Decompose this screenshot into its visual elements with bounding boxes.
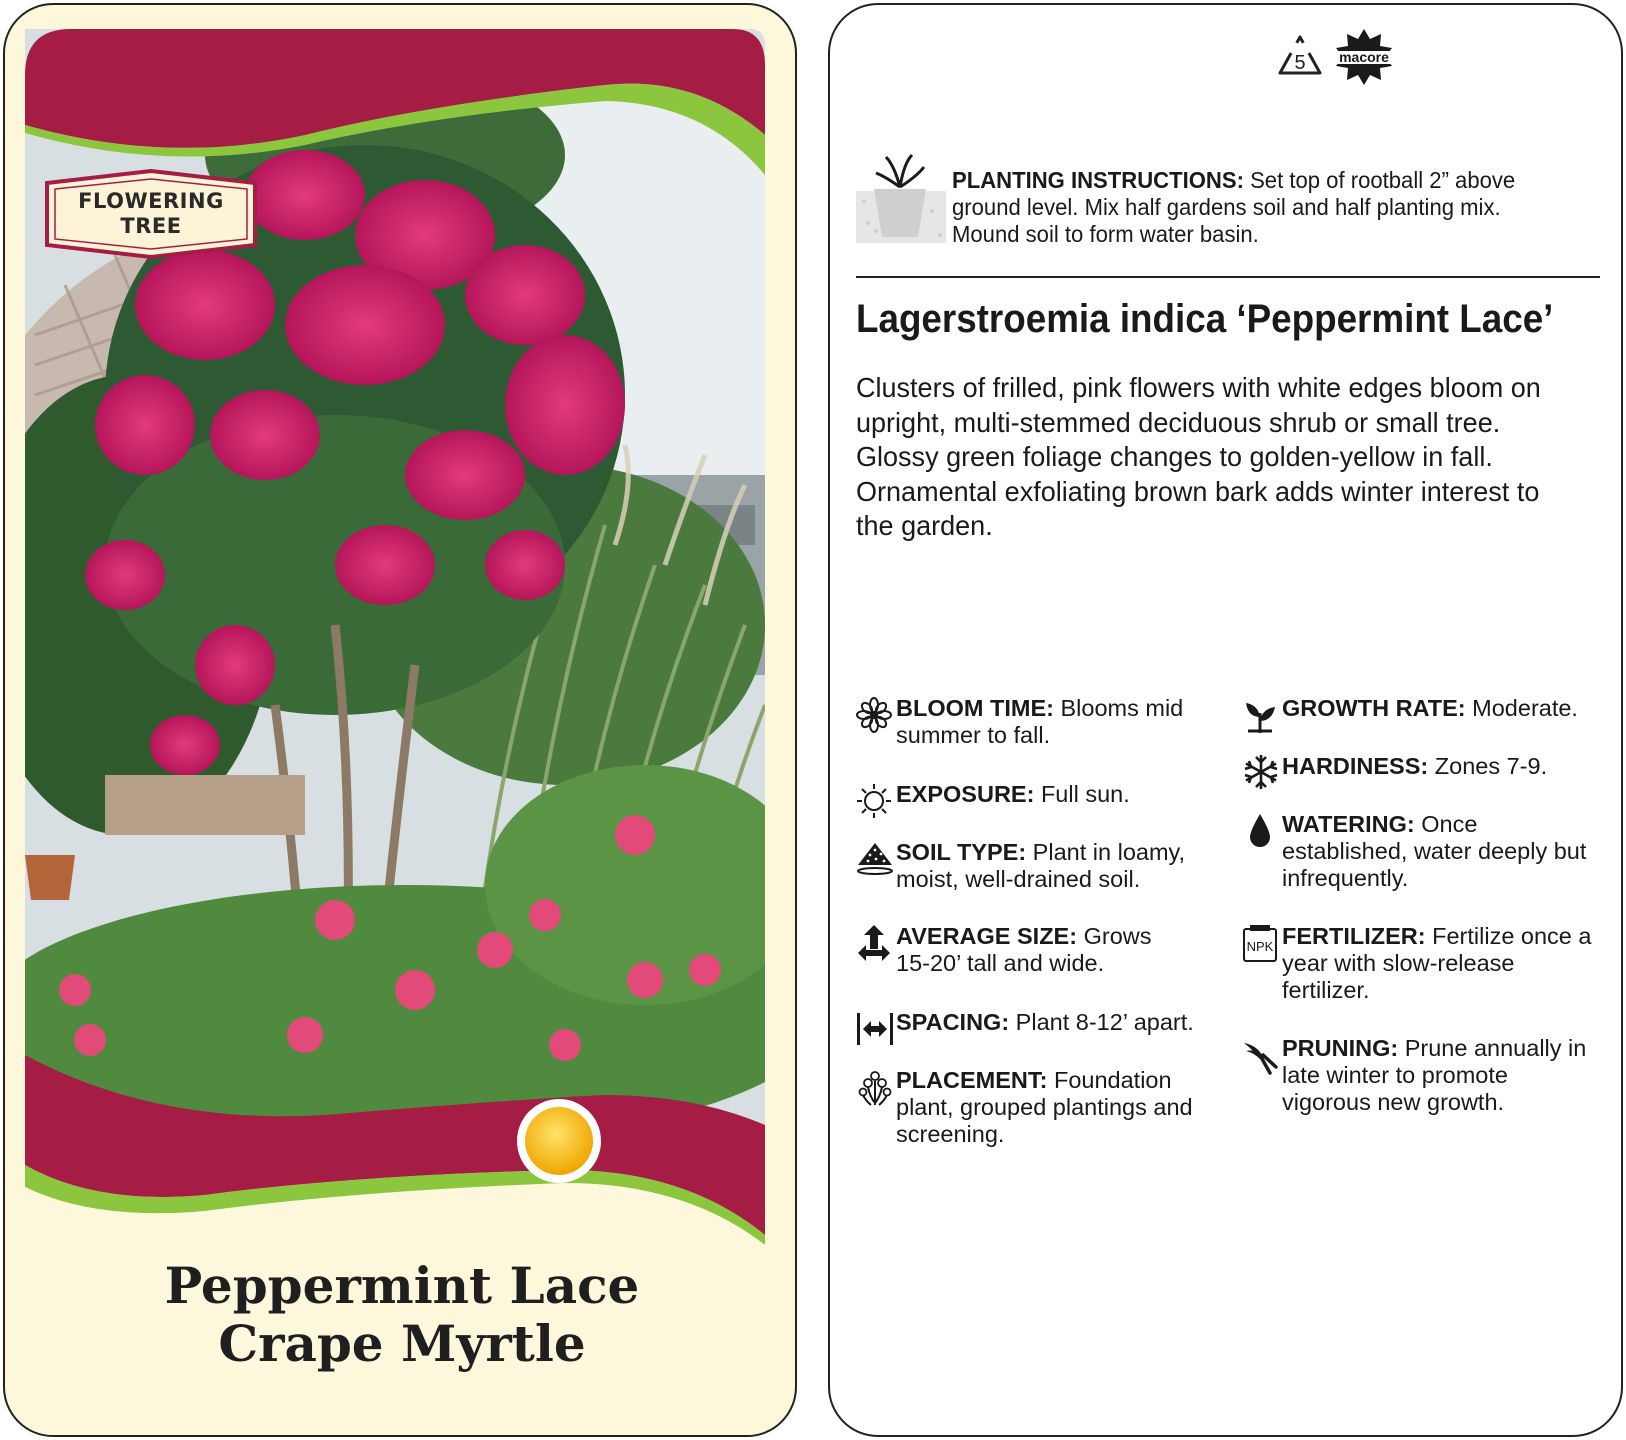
attr-placement	[856, 1067, 1196, 1148]
soil-type-value: Plant in loamy, moist, well-drained soil.	[896, 839, 1186, 892]
fertilizer-label: FERTILIZER:	[1282, 923, 1426, 949]
badge-line-2: TREE	[120, 214, 182, 238]
spacing-icon	[856, 1009, 894, 1049]
common-name	[5, 1257, 797, 1373]
npk-label: NPK	[1246, 939, 1274, 954]
watering-value: Once established, water deeply but infrequently.	[1282, 811, 1587, 891]
divider	[856, 276, 1600, 278]
common-name-line-2: Crape Myrtle	[218, 1314, 586, 1373]
pruning-label: PRUNING:	[1282, 1035, 1399, 1061]
exposure-value: Full sun.	[1034, 781, 1130, 807]
full-sun-icon	[515, 1097, 603, 1185]
attr-soil-type	[856, 839, 1196, 893]
planting-text: Set top of rootball 2” above ground level. Mix half gardens soil and half planting mix. Mound soil to form water basin.	[952, 167, 1516, 247]
badge-line-1: FLOWERING	[78, 189, 224, 213]
attr-spacing	[856, 1009, 1216, 1049]
common-name-line-1: Peppermint Lace	[164, 1256, 640, 1315]
attr-watering	[1242, 811, 1592, 892]
plant-description: Clusters of frilled, pink flowers with white edges bloom on upright, multi-stemmed deciduous shrub or small tree. Glossy green foliage changes to golden-yellow in fall. Ornamental exfoliating brown bark adds winter interest to the garden.	[856, 372, 1541, 541]
fertilizer-value: Fertilize once a year with slow-release fertilizer.	[1282, 923, 1592, 1003]
placement-value: Foundation plant, grouped plantings and screening.	[896, 1067, 1193, 1147]
average-size-label: AVERAGE SIZE:	[896, 923, 1078, 949]
placement-label: PLACEMENT:	[896, 1067, 1048, 1093]
attr-growth-rate	[1242, 695, 1612, 735]
attr-bloom-time	[856, 695, 1196, 749]
bloom-time-label: BLOOM TIME:	[896, 695, 1054, 721]
water-drop-icon	[1242, 811, 1278, 851]
hardiness-value: Zones 7-9.	[1428, 753, 1548, 779]
planting-instructions	[952, 167, 1566, 248]
pruning-value: Prune annually in late winter to promote vigorous new growth.	[1282, 1035, 1587, 1115]
recycle-number: 5	[1294, 52, 1306, 74]
size-icon	[856, 923, 892, 963]
snowflake-icon	[1242, 753, 1280, 791]
back-card	[828, 3, 1623, 1437]
growth-rate-value: Moderate.	[1465, 695, 1578, 721]
sun-icon	[856, 783, 892, 819]
soil-icon	[856, 839, 894, 879]
growth-rate-label: GROWTH RATE:	[1282, 695, 1466, 721]
spacing-value: Plant 8-12’ apart.	[1009, 1009, 1194, 1035]
attr-exposure	[856, 781, 1206, 821]
attr-hardiness	[1242, 753, 1612, 793]
spacing-label: SPACING:	[896, 1009, 1010, 1035]
hardiness-label: HARDINESS:	[1282, 753, 1429, 779]
macore-logo	[1328, 27, 1400, 87]
growth-icon	[1242, 695, 1278, 735]
pruners-icon	[1242, 1035, 1278, 1075]
category-badge	[39, 169, 263, 259]
bloom-time-value: Blooms mid summer to fall.	[896, 695, 1184, 748]
botanical-name: Lagerstroemia indica ‘Peppermint Lace’	[856, 297, 1554, 341]
average-size-value: Grows 15-20’ tall and wide.	[896, 923, 1152, 976]
attr-fertilizer	[1242, 923, 1592, 1004]
svg-text:macore: macore	[1339, 49, 1389, 65]
soil-type-label: SOIL TYPE:	[896, 839, 1027, 865]
attr-pruning	[1242, 1035, 1592, 1116]
recycle-icon	[1275, 33, 1325, 81]
flower-icon	[856, 697, 892, 733]
placement-icon	[856, 1067, 894, 1107]
exposure-label: EXPOSURE:	[896, 781, 1035, 807]
front-card	[3, 3, 797, 1437]
fertilizer-icon	[1242, 923, 1278, 963]
watering-label: WATERING:	[1282, 811, 1415, 837]
planting-label: PLANTING INSTRUCTIONS:	[952, 167, 1244, 193]
pot-icon	[856, 151, 946, 251]
attr-average-size	[856, 923, 1156, 977]
